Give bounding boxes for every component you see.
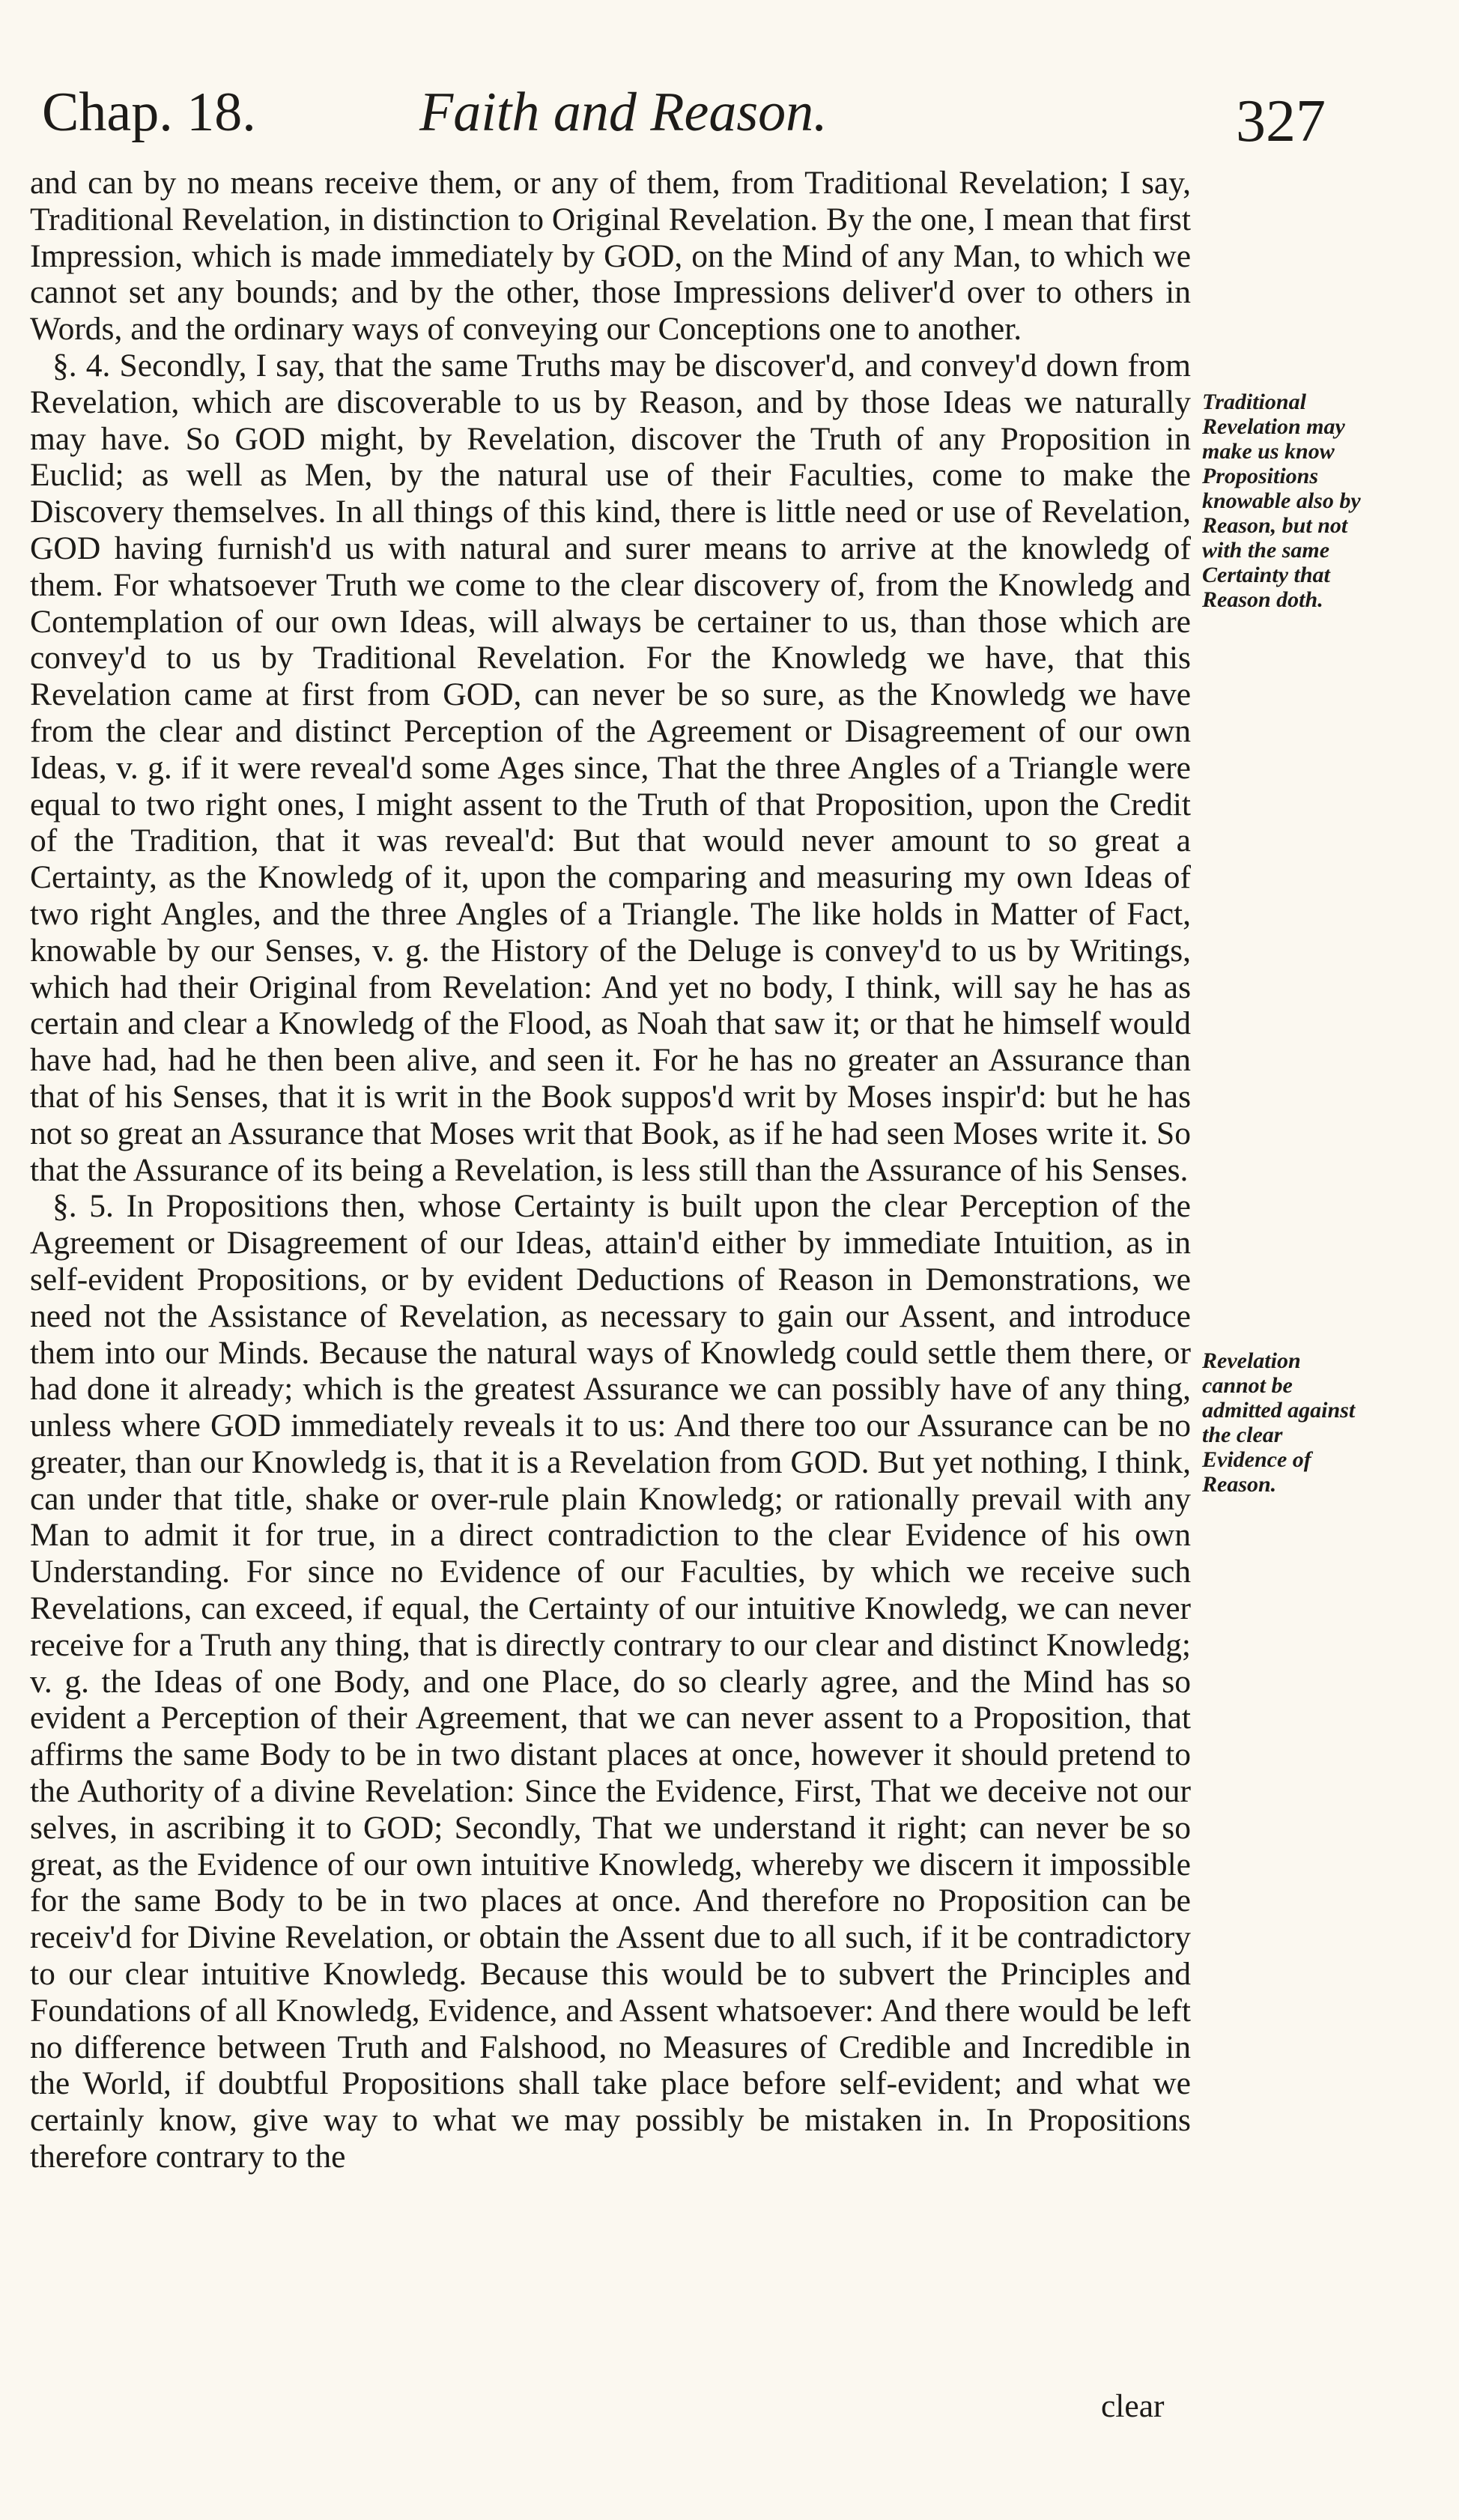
paragraph-continuation: and can by no means receive them, or any of them, from Traditional Revelation; I say, Traditional Revelation, in distinction to Original Revelation. By the one, I mean that first Impression, which is made immediately by GOD, on the Mind of any Man, to which we cannot set any bounds; and by the other, those Impressions deliver'd over to others in Words, and the ordinary ways of conveying our Conceptions one to another. <box>30 165 1191 348</box>
running-title: Faith and Reason. <box>419 82 828 143</box>
margin-note-traditional-revelation: Traditional Revelation may make us know Propositions knowable also by Reason, but not with the same Certainty that Reason doth. <box>1202 390 1361 612</box>
margin-note-revelation-cannot-be-admitted: Revelation cannot be admitted against the clear Evidence of Reason. <box>1202 1348 1356 1497</box>
chapter-label: Chap. 18. <box>42 82 256 143</box>
running-header <box>30 75 1348 157</box>
paragraph-section-5: §. 5. In Propositions then, whose Certainty is built upon the clear Perception of the Agreement or Disagreement of our Ideas, attain'd either by immediate Intuition, as in self-evident Propositions, or by evident Deductions of Reason in Demonstrations, we need not the Assistance of Revelation, as necessary to gain our Assent, and introduce them into our Minds. Because the natural ways of Knowledg could settle them there, or had done it already; which is the greatest Assurance we can possibly have of any thing, unless where GOD immediately reveals it to us: And there too our Assurance can be no greater, than our Knowledg is, that it is a Revelation from GOD. But yet nothing, I think, can under that title, shake or over-rule plain Knowledg; or rationally prevail with any Man to admit it for true, in a direct contradiction to the clear Evidence of his own Understanding. For since no Evidence of our Faculties, by which we receive such Revelations, can exceed, if equal, the Certainty of our intuitive Knowledg, we can never receive for a Truth any thing, that is directly contrary to our clear and distinct Knowledg; v. g. the Ideas of one Body, and one Place, do so clearly agree, and the Mind has so evident a Perception of their Agreement, that we can never assent to a Proposition, that affirms the same Body to be in two distant places at once, however it should pretend to the Authority of a divine Revelation: Since the Evidence, First, That we deceive not our selves, in ascribing it to GOD; Secondly, That we understand it right; can never be so great, as the Evidence of our own intuitive Knowledg, whereby we discern it impossible for the same Body to be in two places at once. And therefore no Proposition can be receiv'd for Divine Revelation, or obtain the Assent due to all such, if it be contradictory to our clear intuitive Knowledg. Because this would be to subvert the Principles and Foundations of all Knowledg, Evidence, and Assent whatsoever: And there would be left no difference between Truth and Falshood, no Measures of Credible and Incredible in the World, if doubtful Propositions shall take place before self-evident; and what we certainly know, give way to what we may possibly be mistaken in. In Propositions therefore contrary to the <box>30 1188 1191 2175</box>
page-number: 327 <box>1236 88 1326 154</box>
body-text <box>30 165 1191 2175</box>
paragraph-section-4: §. 4. Secondly, I say, that the same Truths may be discover'd, and convey'd down from Revelation, which are discoverable to us by Reason, and by those Ideas we naturally may have. So GOD might, by Revelation, discover the Truth of any Proposition in Euclid; as well as Men, by the natural use of their Faculties, come to make the Discovery themselves. In all things of this kind, there is little need or use of Revelation, GOD having furnish'd us with natural and surer means to arrive at the knowledg of them. For whatsoever Truth we come to the clear discovery of, from the Knowledg and Contemplation of our own Ideas, will always be certainer to us, than those which are convey'd to us by Traditional Revelation. For the Knowledg we have, that this Revelation came at first from GOD, can never be so sure, as the Knowledg we have from the clear and distinct Perception of the Agreement or Disagreement of our own Ideas, v. g. if it were reveal'd some Ages since, That the three Angles of a Triangle were equal to two right ones, I might assent to the Truth of that Proposition, upon the Credit of the Tradition, that it was reveal'd: But that would never amount to so great a Certainty, as the Knowledg of it, upon the comparing and measuring my own Ideas of two right Angles, and the three Angles of a Triangle. The like holds in Matter of Fact, knowable by our Senses, v. g. the History of the Deluge is convey'd to us by Writings, which had their Original from Revelation: And yet no body, I think, will say he has as certain and clear a Knowledg of the Flood, as Noah that saw it; or that he himself would have had, had he then been alive, and seen it. For he has no greater an Assurance than that of his Senses, that it is writ in the Book suppos'd writ by Moses inspir'd: but he has not so great an Assurance that Moses writ that Book, as if he had seen Moses write it. So that the Assurance of its being a Revelation, is less still than the Assurance of his Senses. <box>30 347 1191 1188</box>
catchword: clear <box>1101 2388 1165 2424</box>
